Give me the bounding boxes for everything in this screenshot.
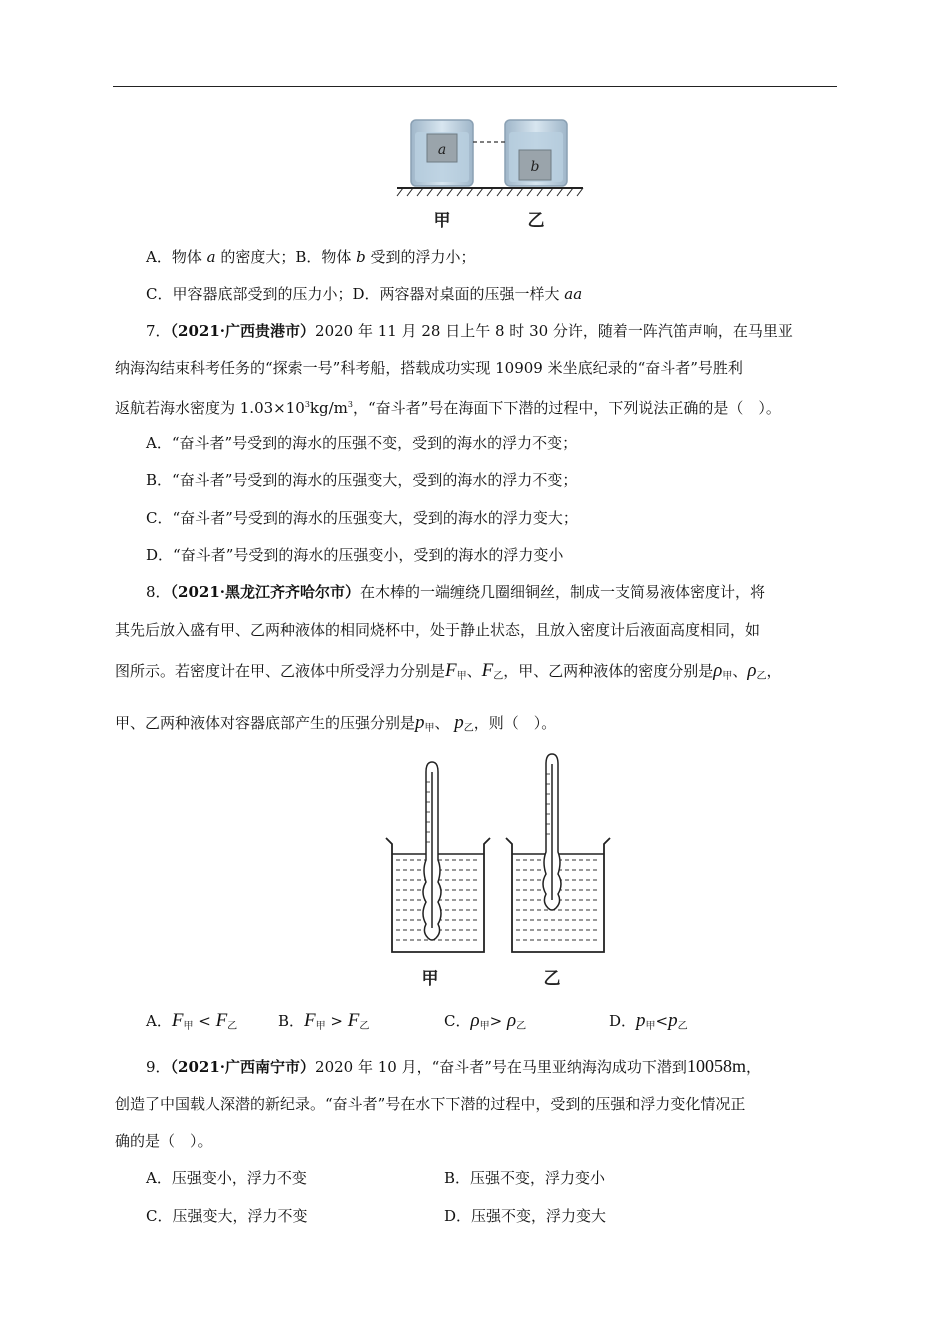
- q7-option-c: C．“奋斗者”号受到的海水的压强变大，受到的海水的浮力变大；: [146, 509, 578, 527]
- q6-options-cd: C．甲容器底部受到的压力小；D．两容器对桌面的压强一样大 aa: [146, 285, 583, 303]
- figure2-label-right: 乙: [543, 969, 561, 989]
- q9-option-d: D．压强不变，浮力变大: [444, 1207, 607, 1225]
- q9-option-b: B．压强不变，浮力变小: [444, 1169, 606, 1187]
- block-a-label: a: [437, 142, 447, 158]
- q9-line3: 确的是（ ）。: [115, 1132, 213, 1150]
- q8-option-a: A．$F_甲 < F_乙$: [146, 1010, 238, 1032]
- figure1-label-left: 甲: [433, 211, 451, 231]
- q8-line1: 8．（2021·黑龙江齐齐哈尔市）在木棒的一端缠绕几圈细铜丝，制成一支简易液体密度计，将: [146, 583, 766, 601]
- q8-line2: 其先后放入盛有甲、乙两种液体的相同烧杯中，处于静止状态，且放入密度计后液面高度相同，如: [115, 621, 761, 639]
- q7-line3: 返航若海水密度为 $1.03\times 10^3kg/m^3$，“奋斗者”号在海面下下潜的过程中，下列说法正确的是（ ）。: [115, 399, 781, 417]
- beaker-blocks-figure: [395, 110, 585, 235]
- q7-line1: 7．（2021·广西贵港市）2020 年 11 月 28 日上午 8 时 30 分许，随着一阵汽笛声响，在马里亚: [146, 322, 793, 340]
- q9-option-c: C．压强变大，浮力不变: [146, 1207, 308, 1225]
- q7-option-d: D．“奋斗者”号受到的海水的压强变小，受到的海水的浮力变小: [146, 546, 564, 564]
- hydrometer-jia: [423, 762, 441, 940]
- q8-option-c: C．$\rho_甲> \rho_乙$: [444, 1010, 527, 1032]
- header-rule: [113, 86, 837, 87]
- figure1-label-right: 乙: [527, 211, 545, 231]
- q7-line2: 纳海沟结束科考任务的“探索一号”科考船，搭载成功实现 10909 米坐底纪录的“奋斗者”号胜利: [115, 359, 743, 377]
- q9-option-a: A．压强变小，浮力不变: [146, 1169, 307, 1187]
- q8-option-b: B．$F_甲 > F_乙$: [278, 1010, 370, 1032]
- block-b-label: b: [530, 159, 540, 175]
- q6-options-ab: A．物体 a 的密度大；B．物体 b 受到的浮力小；: [146, 248, 476, 266]
- q8-line3: 图所示。若密度计在甲、乙液体中所受浮力分别是$F_甲$、$F_乙$，甲、乙两种液体的密度分别是$\rho_甲$、$\rho_乙$，: [115, 660, 782, 682]
- q7-option-b: B．“奋斗者”号受到的海水的压强变大，受到的海水的浮力不变；: [146, 471, 578, 489]
- q8-option-d: D．$p_甲<p_乙$: [609, 1010, 688, 1032]
- hydrometer-yi: [543, 754, 561, 910]
- q9-line1: 9．（2021·广西南宁市）2020 年 10 月，“奋斗者”号在马里亚纳海沟成功下潜到10058m，: [146, 1056, 761, 1076]
- q7-option-a: A．“奋斗者”号受到的海水的压强不变，受到的海水的浮力不变；: [146, 434, 578, 452]
- q8-line4: 甲、乙两种液体对容器底部产生的压强分别是$p_甲$、 $p_乙$，则（ ）。: [115, 712, 557, 734]
- q9-line2: 创造了中国载人深潜的新纪录。“奋斗者”号在水下下潜的过程中，受到的压强和浮力变化情况正: [115, 1095, 746, 1113]
- hydrometer-figure: [380, 752, 620, 992]
- figure2-label-left: 甲: [421, 969, 439, 989]
